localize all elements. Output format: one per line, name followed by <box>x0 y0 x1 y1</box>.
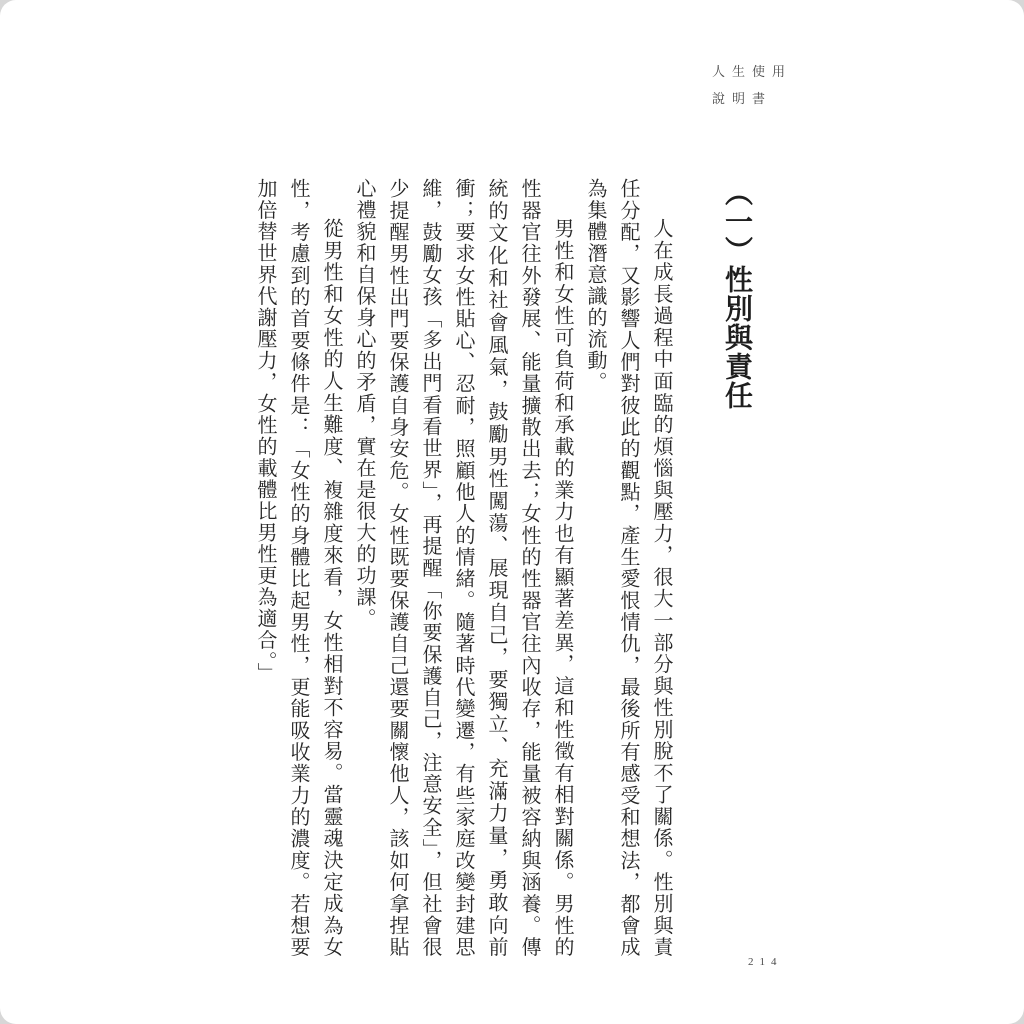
paragraph: 男性和女性可負荷和承載的業力也有顯著差異，這和性徵有相對關係。男性的性器官往外發展、能量擴散出去；女性的性器官往內收存，能量被容納與涵養。傳統的文化和社會風氣，鼓勵男性闖蕩、展現自己，要獨立、充滿力量，勇敢向前衝；要求女性貼心、忍耐，照顧他人的情緒。隨著時代變遷，有些家庭改變封建思維，鼓勵女孩「多出門看看世界」，再提醒「你要保護自己，注意安全」，但社會很少提醒男性出門要保護自身安危。女性既要保護自己還要關懷他人，該如何拿捏貼心禮貌和自保身心的矛盾，實在是很大的功課。 <box>353 178 573 958</box>
running-header-line2: 說明書 <box>712 91 773 106</box>
section-title: （一）性別與責任 <box>721 178 752 410</box>
page-content <box>248 178 770 958</box>
running-header-line1: 人生使用 <box>712 64 793 79</box>
page-number: 214 <box>748 956 783 968</box>
running-header <box>712 58 792 112</box>
paragraph: 人在成長過程中面臨的煩惱與壓力，很大一部分與性別脫不了關係。性別與責任分配，又影響人們對彼此的觀點，產生愛恨情仇，最後所有感受和想法，都會成為集體潛意識的流動。 <box>584 178 672 958</box>
paragraph: 從男性和女性的人生難度、複雜度來看，女性相對不容易。當靈魂決定成為女性，考慮到的首要條件是：「女性的身體比起男性，更能吸收業力的濃度。若想要加倍替世界代謝壓力，女性的載體比男性更為適合。」 <box>254 178 342 958</box>
